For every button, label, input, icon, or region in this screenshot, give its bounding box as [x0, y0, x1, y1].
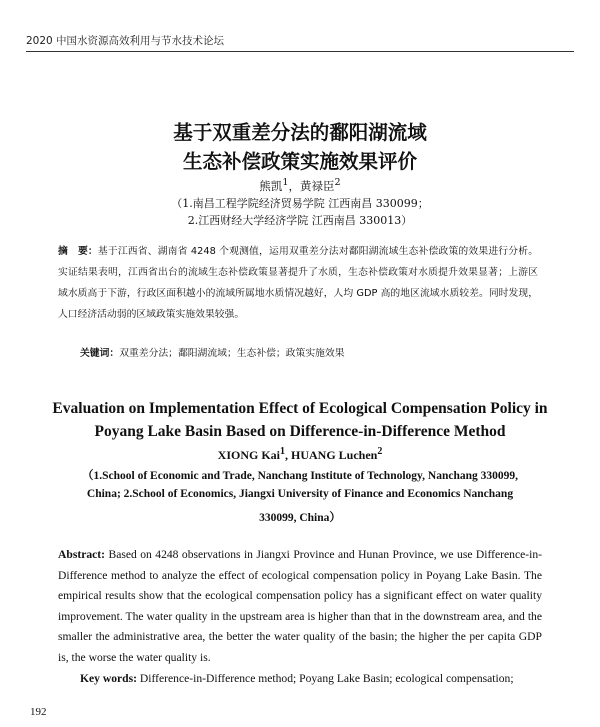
en-author-1: XIONG Kai [217, 448, 280, 462]
cn-author-2: 黄禄臣 [300, 178, 335, 193]
en-authors [0, 446, 600, 463]
en-author-2: HUANG Luchen [291, 448, 378, 462]
en-title-line2: Poyang Lake Basin Based on Difference-in-Difference Method [94, 423, 506, 440]
en-author-sep: , [285, 448, 291, 462]
cn-affiliation-line2: 2.江西财经大学经济学院 江西南昌 330013） [187, 214, 413, 227]
en-affiliation-line1: （1.School of Economic and Trade, Nanchang Institute of Technology, Nanchang 330099, [82, 470, 518, 482]
en-abstract-text: Based on 4248 observations in Jiangxi Province and Hunan Province, we use Difference-in-Difference method to analyze the effect of ecological compensation policy in Poyang Lake Basin. The empirical results show that the ecological compensation policy has a significant effect on water quality improvement. The water quality in the upstream area is higher than that in the downstream area, and the smaller the administrative area, the better the water quality of the basin; the higher the per capita GDP is, the worse the water quality is. [58, 548, 542, 664]
cn-keywords [80, 345, 345, 359]
cn-keywords-label: 关键词： [80, 348, 120, 359]
en-keywords-label: Key words: [80, 672, 137, 685]
en-abstract [58, 545, 542, 668]
cn-title-line1: 基于双重差分法的鄱阳湖流域 [173, 121, 427, 144]
header-rule [26, 51, 574, 52]
cn-authors [0, 177, 600, 194]
en-keywords [80, 672, 550, 685]
cn-author-2-sup: 2 [334, 177, 341, 188]
cn-abstract-label: 摘 要： [58, 246, 98, 257]
running-header: 2020 中国水资源高效利用与节水技术论坛 [26, 35, 225, 47]
cn-author-sep: ， [288, 178, 300, 193]
en-keywords-text: Difference-in-Difference method; Poyang Lake Basin; ecological compensation; [139, 672, 514, 685]
en-abstract-label: Abstract: [58, 548, 106, 561]
cn-abstract-text: 基于江西省、湖南省 4248 个观测值，运用双重差分法对鄱阳湖流域生态补偿政策的效果进行分析。实证结果表明，江西省出台的流域生态补偿政策显著提升了水质，生态补偿政策对水质提升效果显著；上游区域水质高于下游，行政区面积越小的流域所属地水质情况越好，人均 GDP 高的地区流域水质较差。同时发现，人口经济活动弱的区域政策实施效果较强。 [58, 246, 538, 320]
en-author-2-sup: 2 [377, 446, 383, 457]
cn-keywords-text: 双重差分法；鄱阳湖流域；生态补偿；政策实施效果 [119, 348, 345, 359]
cn-abstract [58, 241, 538, 325]
cn-affiliation-line1: （1.南昌工程学院经济贸易学院 江西南昌 330099； [171, 197, 429, 210]
en-author-1-sup: 1 [280, 446, 285, 457]
cn-author-1-sup: 1 [282, 177, 289, 188]
en-title-line1: Evaluation on Implementation Effect of Ecological Compensation Policy in [52, 400, 548, 417]
cn-title-line2: 生态补偿政策实施效果评价 [182, 150, 417, 173]
en-affiliation-line3: 330099, China） [259, 512, 341, 524]
en-affiliation-line2: China; 2.School of Economics, Jiangxi University of Finance and Economics Nanchang [86, 488, 514, 500]
cn-author-1: 熊凯 [259, 178, 283, 193]
page-number: 192 [30, 706, 47, 718]
